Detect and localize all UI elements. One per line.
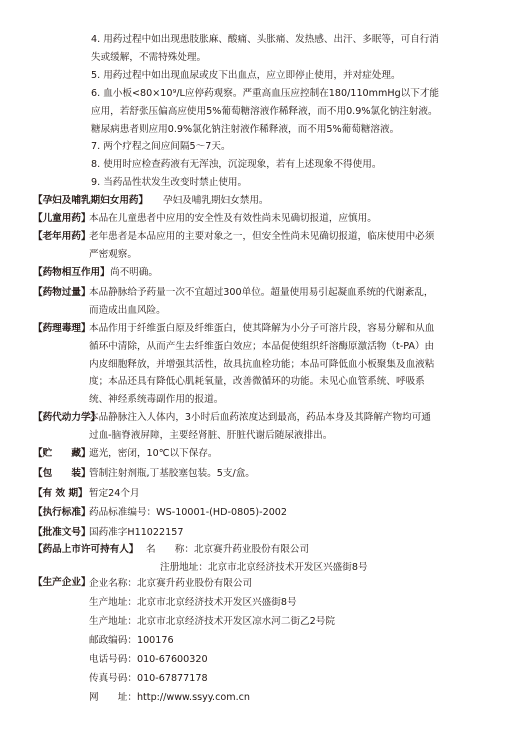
section-label: 【孕妇及哺乳期妇女用药】 bbox=[33, 195, 149, 206]
section-line: 传真号码：010-67877178 bbox=[89, 673, 208, 684]
section-line: 度；本品还具有降低心肌耗氧量，改善微循环的功能。未见心血管系统、呼吸系 bbox=[89, 376, 425, 388]
section-label: 【执行标准】 bbox=[33, 507, 91, 518]
precaution-line: 糖尿病患者则应用0.9%氯化钠注射液作稀释液，而不用5%葡萄糖溶液。 bbox=[91, 123, 400, 135]
section-line: 老年患者是本品应用的主要对象之一，但安全性尚未见确切报道，临床使用中必须 bbox=[89, 231, 435, 242]
section-line: 名 称：北京赛升药业股份有限公司 bbox=[146, 544, 310, 555]
section-line: 本品静脉给予药量一次不宜超过300单位。超量使用易引起凝血系统的代谢紊乱， bbox=[89, 287, 434, 298]
section-label: 【生产企业】 bbox=[33, 577, 91, 588]
section-line: 严密观察。 bbox=[89, 248, 137, 260]
section-line: 药品标准编号：WS-10001-(HD-0805)-2002 bbox=[89, 507, 288, 518]
section-body bbox=[163, 192, 269, 210]
section-label: 【包 装】 bbox=[33, 468, 91, 479]
section-line: 尚不明确。 bbox=[110, 267, 158, 278]
section-label: 【药物过量】 bbox=[33, 287, 91, 298]
section-body bbox=[89, 485, 140, 503]
section-line: 过血-脑脊液屏障，主要经肾脏、肝脏代谢后随尿液排出。 bbox=[89, 429, 333, 441]
section-label: 【批准文号】 bbox=[33, 527, 91, 538]
section-body bbox=[89, 210, 377, 228]
section-line: 统、神经系统毒副作用的报道。 bbox=[89, 394, 224, 406]
section-line: 生产地址：北京市北京经济技术开发区兴盛街8号 bbox=[89, 597, 297, 608]
section-line: 生产地址：北京市北京经济技术开发区凉水河二街乙2号院 bbox=[89, 616, 335, 627]
section-body bbox=[89, 320, 434, 409]
precaution-line: 7. 两个疗程之间应间隔5～7天。 bbox=[91, 141, 231, 152]
precaution-line: 应用，若舒张压偏高应使用5%葡萄糖溶液作稀释液，而不用0.9%氯化钠注射液。 bbox=[91, 105, 438, 117]
section-line: 而造成出血风险。 bbox=[89, 304, 166, 316]
section-body bbox=[89, 409, 431, 445]
section-line: 本品静脉注入人体内，3小时后血药浓度达到最高，药品本身及其降解产物均可通 bbox=[89, 412, 431, 423]
section-line: 孕妇及哺乳期妇女禁用。 bbox=[163, 195, 269, 206]
section-line: 管制注射剂瓶,丁基胶塞包装。5支/盒。 bbox=[89, 468, 255, 479]
section-label: 【药物相互作用】 bbox=[33, 267, 110, 278]
section-line: 国药准字H11022157 bbox=[89, 527, 184, 538]
precaution-line: 9. 当药品性状发生改变时禁止使用。 bbox=[91, 177, 248, 188]
section-label: 【药品上市许可持有人】 bbox=[33, 544, 139, 555]
section-body bbox=[89, 504, 287, 522]
section-line: 邮政编码：100176 bbox=[89, 635, 174, 646]
precaution-item-6 bbox=[91, 85, 439, 138]
section-line: 企业名称：北京赛升药业股份有限公司 bbox=[89, 578, 253, 589]
section-label: 【药代动力学】 bbox=[33, 412, 101, 423]
section-label: 【贮 藏】 bbox=[33, 448, 91, 459]
section-body bbox=[89, 284, 434, 320]
section-body bbox=[89, 574, 335, 707]
section-label: 【儿童用药】 bbox=[33, 213, 91, 224]
precaution-item-4 bbox=[91, 31, 439, 67]
section-line: 电话号码：010-67600320 bbox=[89, 654, 208, 665]
precaution-item-5 bbox=[91, 67, 401, 85]
section-label: 【药理毒理】 bbox=[33, 323, 91, 334]
section-body bbox=[110, 264, 158, 282]
section-label: 【有 效 期】 bbox=[33, 488, 88, 499]
precaution-line: 5. 用药过程中如出现血尿或皮下出血点，应立即停止使用，并对症处理。 bbox=[91, 70, 401, 81]
section-body bbox=[146, 541, 368, 577]
section-body bbox=[89, 228, 434, 264]
precaution-item-7 bbox=[91, 138, 231, 156]
section-line: 注册地址：北京市北京经济技术开发区兴盛街8号 bbox=[160, 561, 368, 573]
section-label: 【老年用药】 bbox=[33, 231, 91, 242]
section-line: 暂定24个月 bbox=[89, 488, 140, 499]
precaution-line: 失或缓解，不需特殊处理。 bbox=[91, 51, 207, 63]
section-line: 循环中清除，从而产生去纤维蛋白效应；本品促使组织纤溶酶原激活物（t-PA）由 bbox=[89, 340, 435, 352]
section-body bbox=[89, 465, 255, 483]
section-line: 本品在儿童患者中应用的安全性及有效性尚未见确切报道，应慎用。 bbox=[89, 213, 377, 224]
precaution-line: 4. 用药过程中如出现患肢胀麻、酸痛、头胀痛、发热感、出汗、多眠等，可自行消 bbox=[91, 34, 439, 45]
precaution-line: 8. 使用时应检查药液有无浑浊，沉淀现象，若有上述现象不得使用。 bbox=[91, 159, 382, 170]
section-body bbox=[89, 445, 218, 463]
section-line: 网 址：http://www.ssyy.com.cn bbox=[89, 692, 250, 703]
section-body bbox=[89, 524, 183, 542]
section-line: 内皮细胞释放，并增强其活性，故具抗血栓功能；本品可降低血小板聚集及血液粘 bbox=[89, 358, 435, 370]
precaution-line: 6. 血小板<80×10⁹/L应停药观察。严重高血压应控制在180/110mmHg以下才能 bbox=[91, 88, 440, 99]
section-line: 遮光，密闭，10℃以下保存。 bbox=[89, 448, 218, 459]
precaution-item-9 bbox=[91, 174, 247, 192]
precaution-item-8 bbox=[91, 156, 381, 174]
section-line: 本品作用于纤维蛋白原及纤维蛋白，使其降解为小分子可溶片段，容易分解和从血 bbox=[89, 323, 435, 334]
